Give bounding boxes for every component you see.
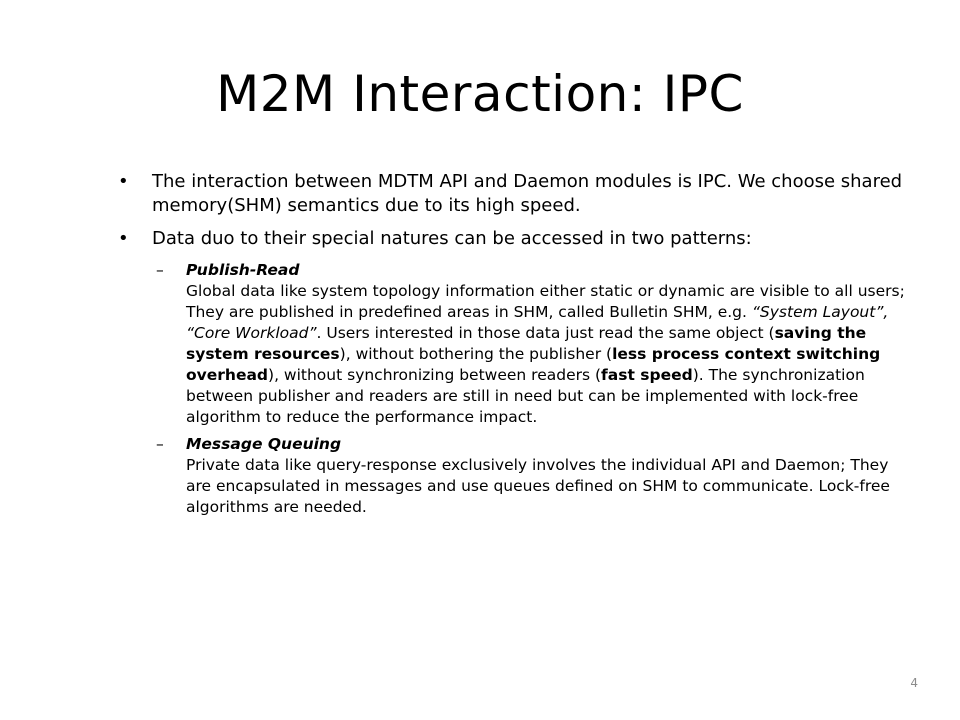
sub-text-segment: ). The synchronization between publisher and readers are still in need but can be implemented with lock-free algorithm to reduce the performance impact. bbox=[186, 366, 865, 426]
sub-text-bold: saving the system resources bbox=[186, 324, 867, 363]
sub-text-bold: fast speed bbox=[601, 366, 693, 384]
sub-item-message-queuing bbox=[152, 434, 908, 518]
bullet-item bbox=[118, 227, 908, 251]
sub-text-bold: less process context switching overhead bbox=[186, 345, 881, 384]
page-number: 4 bbox=[910, 676, 918, 690]
sub-text-segment: . Users interested in those data just read the same object ( bbox=[316, 324, 775, 342]
slide-title: M2M Interaction: IPC bbox=[216, 65, 744, 123]
sub-item-text: Private data like query-response exclusively involves the individual API and Daemon; They are encapsulated in messages and use queues defined on SHM to communicate. Lock-free algorithms are needed. bbox=[186, 456, 890, 516]
bullet-marker: • bbox=[118, 228, 129, 249]
bullet-text: Data duo to their special natures can be accessed in two patterns: bbox=[152, 228, 752, 249]
sub-text-segment: ), without synchronizing between readers ( bbox=[268, 366, 602, 384]
sub-marker: – bbox=[156, 435, 164, 453]
sub-text-italic: “System Layout”, “Core Workload” bbox=[186, 303, 889, 342]
bullet-marker: • bbox=[118, 171, 129, 192]
sub-item-publish-read bbox=[152, 260, 908, 428]
sub-item-heading: Message Queuing bbox=[186, 435, 342, 453]
slide-body bbox=[118, 170, 908, 524]
sub-text-segment: Global data like system topology information either static or dynamic are visible to all users; They are published in predefined areas in SHM, called Bulletin SHM, e.g. bbox=[186, 282, 905, 321]
sub-item-text bbox=[186, 281, 908, 428]
sub-item-heading: Publish-Read bbox=[186, 261, 300, 279]
sub-marker: – bbox=[156, 261, 164, 279]
sub-text-segment: ), without bothering the publisher ( bbox=[339, 345, 613, 363]
bullet-text: The interaction between MDTM API and Daemon modules is IPC. We choose shared memory(SHM) semantics due to its high speed. bbox=[152, 171, 903, 216]
bullet-item bbox=[118, 170, 908, 218]
